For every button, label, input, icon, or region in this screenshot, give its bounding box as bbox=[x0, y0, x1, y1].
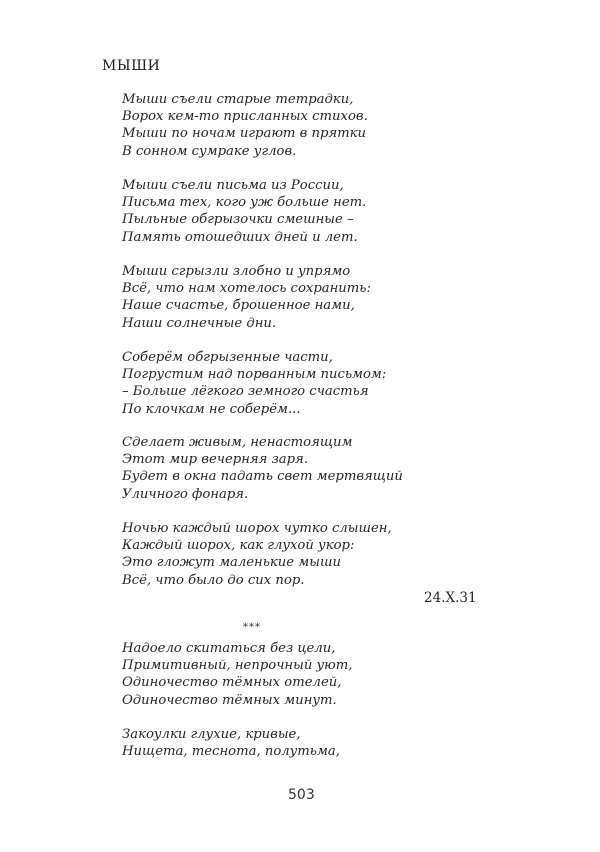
stanza-3 bbox=[122, 263, 371, 332]
stanza-4 bbox=[122, 349, 386, 418]
poem-line: Сделает живым, ненастоящим bbox=[122, 435, 353, 450]
poem-line: Письма тех, кого уж больше нет. bbox=[122, 195, 367, 211]
poem-line: Закоулки глухие, кривые, bbox=[122, 727, 301, 742]
poem-line: – Больше лёгкого земного счастья bbox=[122, 384, 369, 400]
poem-separator: *** bbox=[243, 622, 261, 633]
poem-date: 24.X.31 bbox=[424, 590, 477, 606]
stanza-1 bbox=[122, 91, 368, 160]
poem-line: Пыльные обгрызочки смешные – bbox=[122, 212, 354, 228]
poem-line: Ночью каждый шорох чутко слышен, bbox=[122, 521, 392, 536]
poem-line: Ворох кем-то присланных стихов. bbox=[122, 109, 368, 125]
poem-line: Этот мир вечерняя заря. bbox=[122, 452, 308, 468]
poem-line: Соберём обгрызенные части, bbox=[122, 350, 333, 365]
poem-line: Мыши съели старые тетрадки, bbox=[122, 92, 354, 107]
poem-title: МЫШИ bbox=[102, 58, 161, 74]
poem-line: Одиночество тёмных минут. bbox=[122, 692, 337, 708]
stanza-6 bbox=[122, 520, 392, 589]
poem-line: Нищета, теснота, полутьма, bbox=[122, 744, 340, 760]
stanza-2 bbox=[122, 177, 366, 246]
poem-line: Уличного фонаря. bbox=[122, 486, 249, 502]
next-poem-stanza-1 bbox=[122, 640, 352, 709]
poem-line: Надоело скитаться без цели, bbox=[122, 641, 336, 656]
page-number: 503 bbox=[288, 787, 315, 803]
poem-line: Мыши съели письма из России, bbox=[122, 178, 344, 193]
poem-line: Каждый шорох, как глухой укор: bbox=[122, 538, 355, 554]
poem-line: Наше счастье, брошенное нами, bbox=[122, 298, 355, 314]
poem-line: Наши солнечные дни. bbox=[122, 315, 277, 331]
poem-line: Одиночество тёмных отелей, bbox=[122, 675, 342, 691]
next-poem-stanza-2 bbox=[122, 726, 340, 760]
stanza-5 bbox=[122, 434, 403, 503]
poem-line: Примитивный, непрочный уют, bbox=[122, 658, 353, 674]
poem-line: Это гложут маленькие мыши bbox=[122, 555, 341, 571]
poem-line: Память отошедших дней и лет. bbox=[122, 229, 358, 245]
poem-line: Мыши по ночам играют в прятки bbox=[122, 126, 367, 142]
poem-line: В сонном сумраке углов. bbox=[122, 143, 297, 159]
poem-line: Будет в окна падать свет мертвящий bbox=[122, 469, 403, 485]
poem-line: Мыши сгрызли злобно и упрямо bbox=[122, 264, 351, 279]
poem-line: Всё, что было до сих пор. bbox=[122, 572, 305, 588]
poem-line: Всё, что нам хотелось сохранить: bbox=[122, 281, 371, 297]
poem-line: По клочкам не соберём... bbox=[122, 401, 301, 417]
poem-line: Погрустим над порванным письмом: bbox=[122, 367, 387, 383]
